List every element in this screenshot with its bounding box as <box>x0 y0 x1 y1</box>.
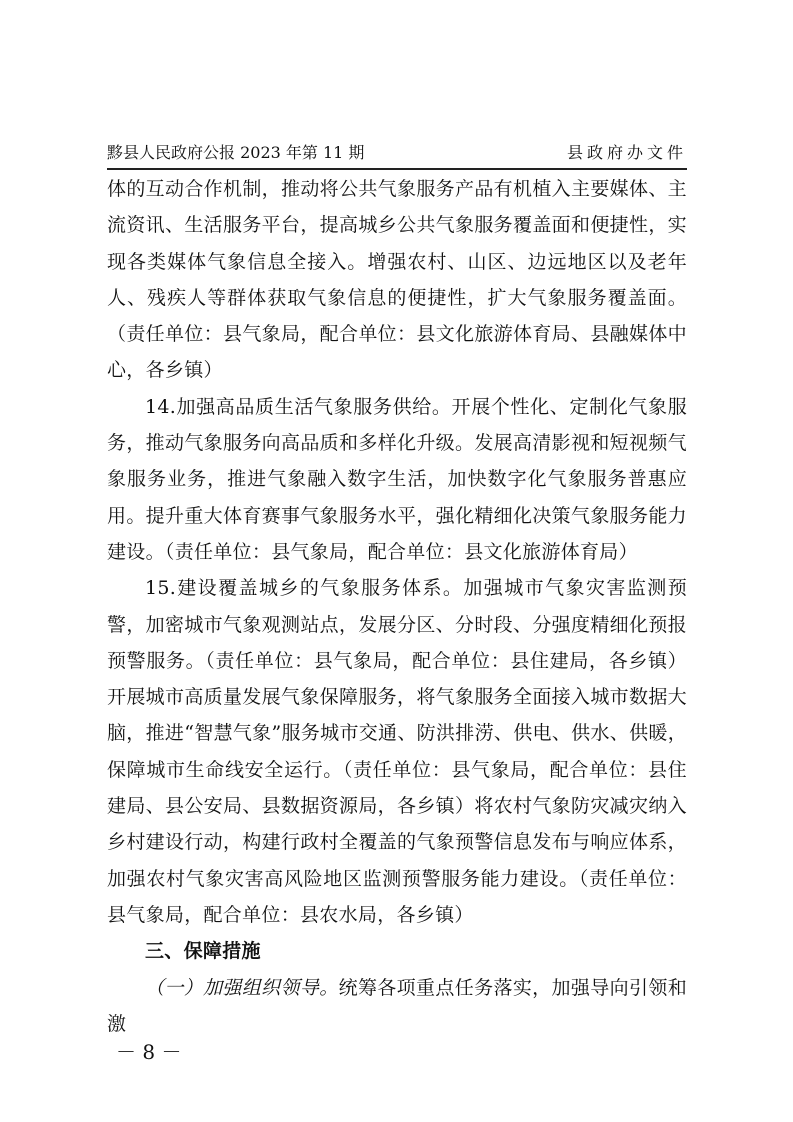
subsection-text: 统筹各项重点任务落实，加强导向引领和激 <box>107 976 687 1035</box>
paragraph-item-15: 15.建设覆盖城乡的气象服务体系。加强城市气象灾害监测预警，加密城市气象观测站点，发展分区、分时段、分强度精细化预报预警服务。（责任单位：县气象局，配合单位：县住建局，各乡镇）开展城市高质量发展气象保障服务，将气象服务全面接入城市数据大脑，推进“智慧气象”服务城市交通、防洪排涝、供电、供水、供暖，保障城市生命线安全运行。（责任单位：县气象局，配合单位：县住建局、县公安局、县数据资源局，各乡镇）将农村气象防灾减灾纳入乡村建设行动，构建行政村全覆盖的气象预警信息发布与响应体系，加强农村气象灾害高风险地区监测预警服务能力建设。（责任单位：县气象局，配合单位：县农水局，各乡镇） <box>107 577 687 926</box>
section-heading: 三、保障措施 <box>145 940 261 963</box>
paragraph-item-14: 14.加强高品质生活气象服务供给。开展个性化、定制化气象服务，推动气象服务向高品质和多样化升级。发展高清影视和短视频气象服务业务，推进气象融入数字生活，加快数字化气象服务普惠应用。提升重大体育赛事气象服务水平，强化精细化决策气象服务能力建设。（责任单位：县气象局，配合单位：县文化旅游体育局） <box>107 395 687 563</box>
page-number: － 8 － <box>116 1040 182 1064</box>
header-divider <box>107 168 687 170</box>
paragraph-continued: 体的互动合作机制，推动将公共气象服务产品有机植入主要媒体、主流资讯、生活服务平台，提高城乡公共气象服务覆盖面和便捷性，实现各类媒体气象信息全接入。增强农村、山区、边远地区以及老年人、残疾人等群体获取气象信息的便捷性，扩大气象服务覆盖面。（责任单位：县气象局，配合单位：县文化旅游体育局、县融媒体中心，各乡镇） <box>107 178 687 382</box>
document-body <box>107 171 687 1042</box>
page-header <box>107 140 687 166</box>
header-document-category: 县政府办文件 <box>566 143 687 162</box>
header-publication-title: 黟县人民政府公报 2023 年第 11 期 <box>107 143 365 162</box>
subsection-paragraph <box>107 970 687 1043</box>
subsection-title: （一）加强组织领导。 <box>145 976 339 999</box>
